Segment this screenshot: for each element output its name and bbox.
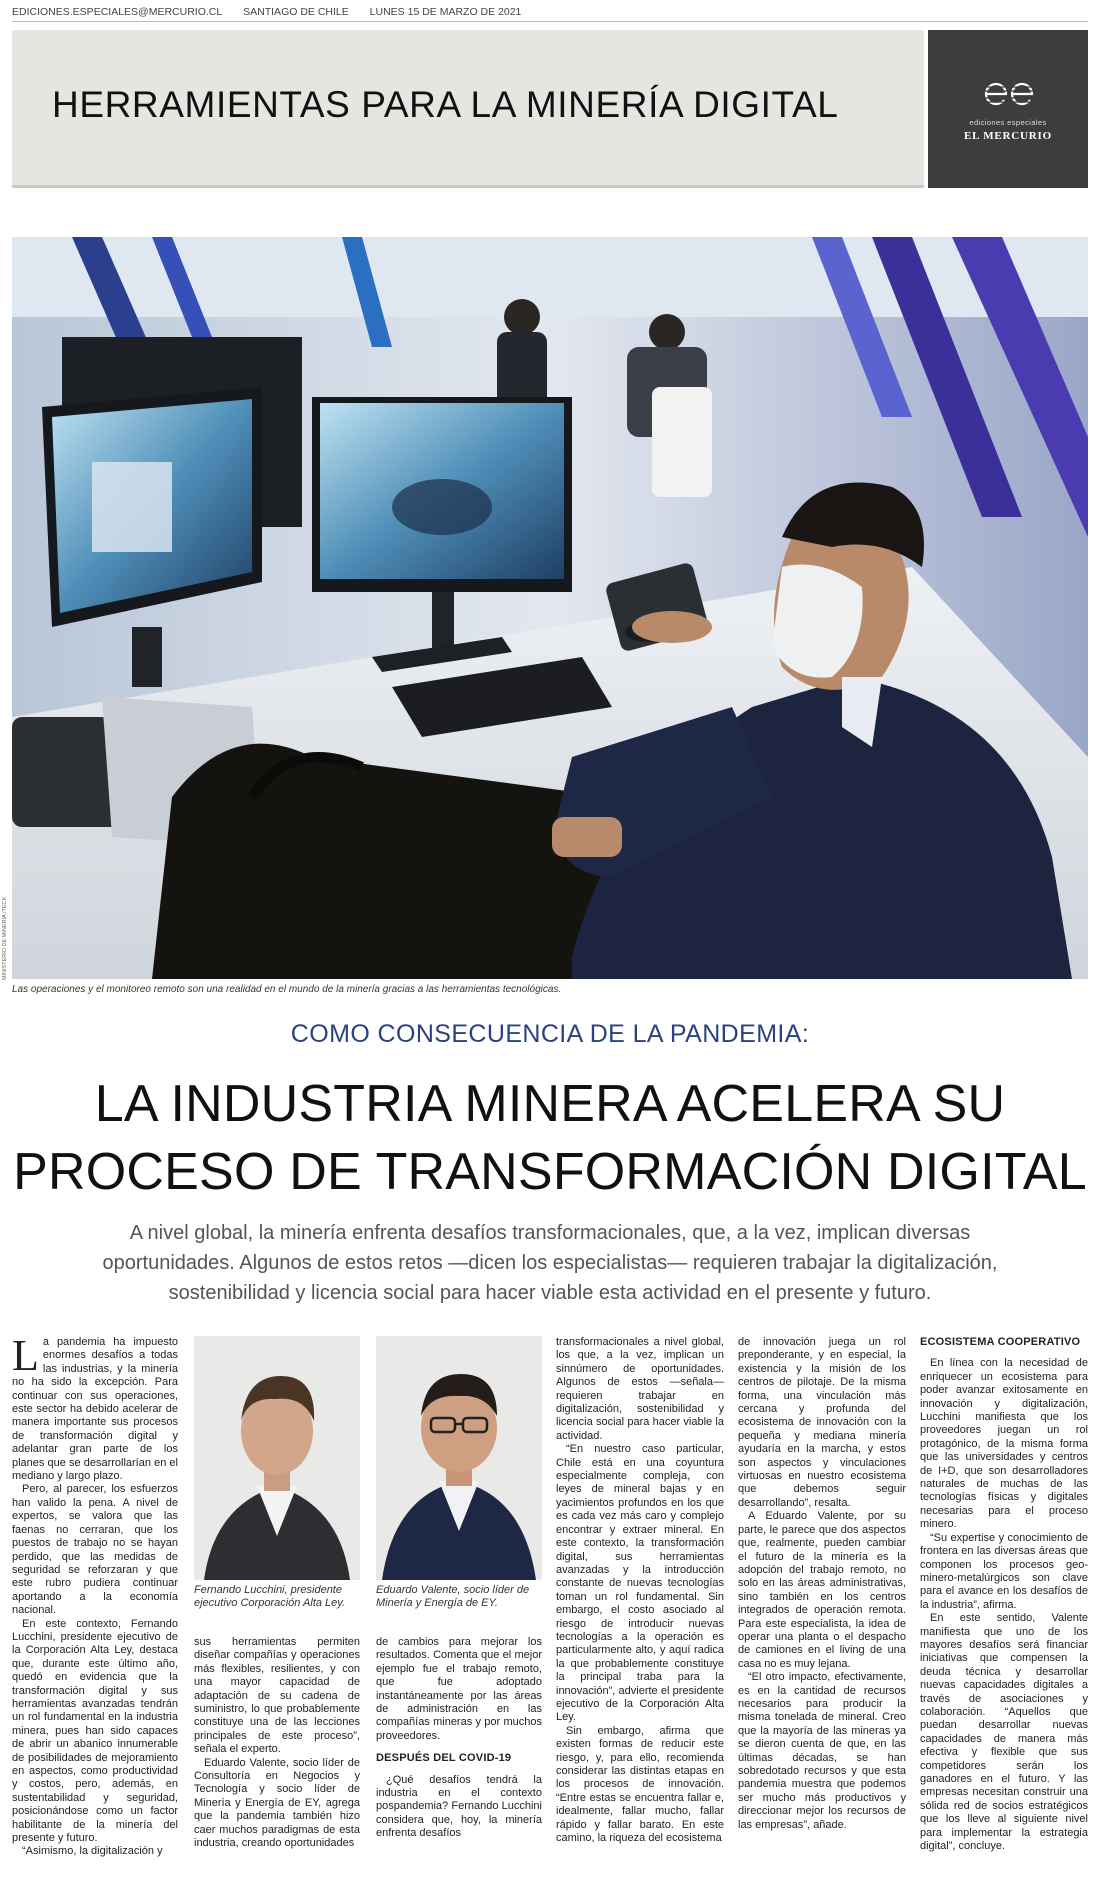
subhead-covid: DESPUÉS DEL COVID-19	[376, 1752, 512, 1765]
body-paragraph: En línea con la necesidad de enriquecer un ecosistema para poder avanzar exitosamente en innovación y digitalización, Lucchini manifiesta que los proveedores juegan un rol protagónico, de la misma forma que las universidades y centros de I+D, que son desarrolladores naturales de muchas de las tecnologías físicas y digitales necesarias para el proceso minero.	[920, 1357, 1088, 1531]
kicker: COMO CONSECUENCIA DE LA PANDEMIA:	[290, 1020, 810, 1048]
article-column-4	[556, 1336, 724, 1866]
main-photo	[12, 237, 1088, 979]
dateline-date: LUNES 15 DE MARZO DE 2021	[369, 6, 522, 18]
photo-credit: MINISTERIO DE MINERÍA /TECK	[2, 896, 8, 980]
photo-caption: Las operaciones y el monitoreo remoto son una realidad en el mundo de la minería gracias a las herramientas tecnológicas.	[12, 984, 562, 995]
brand-name: EL MERCURIO	[964, 130, 1052, 142]
body-paragraph: sus herramientas permiten diseñar compañías y operaciones más flexibles, resilientes, y con una mayor capacidad de adaptación de su cadena de suministro, lo que probablemente constituye una de las lecciones principales de este proceso”, señala el experto.	[194, 1636, 360, 1756]
lead-paragraph: A nivel global, la minería enfrenta desafíos transformacionales, que, a la vez, implican diversas oportunidades. Algunos de estos retos —dicen los especialistas— requieren trabajar la digitalización, sostenibilidad y licencia social para hacer viable esta actividad en el presente y futuro.	[102, 1222, 998, 1304]
body-paragraph: Sin embargo, afirma que existen formas de reducir este riesgo, y, para ello, recomienda considerar las distintas etapas en los procesos de innovación. “Entre estas se encuentra fallar e, idealmente, fallar mucho, fallar rápido y fallar barato. En este camino, la riqueza del ecosistema	[556, 1724, 724, 1845]
body-paragraph: “El otro impacto, efectivamente, es en la cantidad de recursos necesarios para producir la misma tonelada de mineral. Creo que la mayoría de las mineras ya se dieron cuenta de que, en las últimas décadas, se han sobredotado recursos y que esta pandemia muestra que podemos ser mucho más productivos y direccionar mejor los recursos de las empresas”, añade.	[738, 1671, 906, 1831]
portrait-valente-caption: Eduardo Valente, socio líder de Minería y Energía de EY.	[376, 1584, 530, 1609]
section-banner	[12, 30, 924, 188]
body-paragraph: “Asimismo, la digitalización y	[22, 1845, 163, 1858]
body-text: a pandemia ha impuesto enormes desafíos a todas las industrias, y la minería no ha sido la excepción. Para continuar con sus operaciones, este sector ha debido acelerar de manera importante sus procesos de transformación digital y adelantar gran parte de los planes que se desarrollarían en el mediano y largo plazo.	[12, 1336, 178, 1483]
subhead-ecosistema: ECOSISTEMA COOPERATIVO	[920, 1336, 1081, 1348]
headline	[0, 1070, 1100, 1206]
brand-block	[928, 30, 1088, 188]
body-paragraph: “En nuestro caso particular, Chile está en una coyuntura especialmente compleja, con leyes de mineral bajas y en yacimientos profundos en los que es cada vez más caro y complejo encontrar y extraer mineral. En este contexto, la transformación digital, sus herramientas avanzadas y la introducción constante de nuevas tecnologías toman un rol fundamental. Sin embargo, el costo asociado al riesgo de introducir nuevas tecnologías a la operación es particularmente alto, y aquí radica la que probablemente constituye la principal traba para la innovación”, advierte el presidente ejecutivo de la Corporación Alta Ley.	[556, 1443, 724, 1724]
body-paragraph: ¿Qué desafíos tendrá la industria en el contexto pospandemia? Fernando Lucchini considera que, hoy, la minería enfrenta desafíos	[376, 1773, 542, 1840]
article-column-3	[376, 1636, 542, 1866]
dateline	[12, 6, 1088, 22]
body-paragraph: Pero, al parecer, los esfuerzos han valido la pena. A nivel de expertos, se valora que las faenas no cerraran, que los puestos de trabajo no se hayan perdido, que las medidas de seguridad se reforzaran y que este rubro pudiera continuar aportando a la economía nacional.	[12, 1483, 178, 1617]
article-column-5	[738, 1336, 906, 1866]
body-paragraph: A Eduardo Valente, por su parte, le parece que dos aspectos que, realmente, pueden cambiar el futuro de la minería es la adopción del trabajo remoto, no solo en las áreas administrativas, sino también en los centros integrados de operación remota. Para este especialista, la idea de operar una planta o el despacho de camiones en el living de una casa no es muy lejana.	[738, 1510, 906, 1670]
article-column-2	[194, 1636, 360, 1866]
body-paragraph	[12, 1336, 178, 1483]
body-paragraph: “Su expertise y conocimiento de frontera en las diversas áreas que componen los procesos geo-minero-metalúrgicos son clave para el avance en los desafíos de la industria”, afirma.	[920, 1531, 1088, 1611]
body-paragraph: de innovación juega un rol preponderante, y en especial, la existencia y la misión de los centros de pilotaje. De la misma forma, una vinculación más cercana y profunda del ecosistema de innovación con la pequeña y mediana minería ayudaría en la marcha, y estos son aspectos y vinculaciones virtuosas en nuestro ecosistema que debemos seguir desarrollando”, resalta.	[738, 1336, 906, 1509]
portrait-valente	[376, 1336, 542, 1580]
body-paragraph: En este contexto, Fernando Lucchini, presidente ejecutivo de la Corporación Alta Ley, destaca que, durante este último año, quedó en evidencia que la transformación digital y sus herramientas avanzadas tendrán un rol fundamental en la industria minera, pues han sido capaces de abrir un abanico innumerable de posibilidades de mejoramiento en aspectos, como productividad y costos, pero, además, en sustentabilidad y seguridad, posicionándose como un factor habilitante de la minería del presente y futuro.	[12, 1617, 178, 1845]
article-column-1	[12, 1336, 178, 1866]
portrait-lucchini-caption: Fernando Lucchini, presidente ejecutivo Corporación Alta Ley.	[194, 1584, 346, 1609]
brand-subtitle: ediciones especiales	[969, 118, 1047, 127]
contact-email: EDICIONES.ESPECIALES@MERCURIO.CL	[12, 6, 223, 18]
portrait-lucchini	[194, 1336, 360, 1580]
office-scene-illustration	[12, 237, 1088, 979]
headline-line-1: LA INDUSTRIA MINERA ACELERA SU	[94, 1075, 1006, 1133]
section-title: HERRAMIENTAS PARA LA MINERÍA DIGITAL	[52, 84, 839, 125]
body-paragraph: transformacionales a nivel global, los que, a la vez, implican un sinnúmero de oportunidades. Algunos de estos —señala— requieren trabajar en digitalización, sostenibilidad y licencia social para hacer viable la actividad.	[556, 1336, 724, 1442]
body-paragraph: En este sentido, Valente manifiesta que uno de los mayores desafíos será financiar iniciativas que compensen la deuda técnica y desarrollar nuevas capacidades digitales a través de asociaciones y colaboración. “Aquellos que puedan desarrollar nuevas capacidades de manera más efectiva y flexible que sus competidores serán los ganadores en el futuro. Y las empresas necesitan construir una sólida red de socios estratégicos que los lleve al siguiente nivel para implementar la estrategia digital”, concluye.	[920, 1612, 1088, 1853]
drop-cap: L	[12, 1336, 39, 1380]
headline-line-2: PROCESO DE TRANSFORMACIÓN DIGITAL	[13, 1143, 1087, 1201]
portrait-valente-image	[376, 1336, 542, 1580]
ediciones-especiales-logo-icon	[980, 78, 1038, 110]
body-paragraph: de cambios para mejorar los resultados. Comenta que el mejor ejemplo fue el trabajo remoto, que fue adoptado instantáneamente por las áreas de administración en las compañías mineras y por muchos proveedores.	[376, 1636, 542, 1742]
portrait-lucchini-image	[194, 1336, 360, 1580]
dateline-city: SANTIAGO DE CHILE	[243, 6, 349, 18]
body-paragraph: Eduardo Valente, socio líder de Consultoría en Negocios y Tecnología y socio líder de Minería y Energía de EY, agrega que la pandemia también hizo caer muchos paradigmas de esta industria, creando oportunidades	[194, 1756, 360, 1850]
article-column-6	[920, 1336, 1088, 1866]
